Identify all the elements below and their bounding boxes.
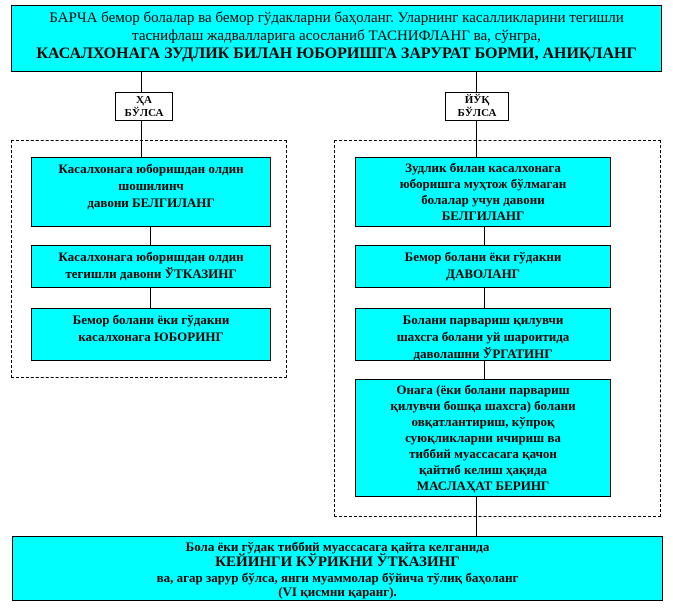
left-step-2: Касалхонага юборишдан олдин тегишли давони ЎТКАЗИНГ xyxy=(31,245,271,288)
bottom-line-1: Бола ёки гўдак тиббий муассасага қайта келганида xyxy=(185,539,490,554)
top-line-3: КАСАЛХОНАГА ЗУДЛИК БИЛАН ЮБОРИШГА ЗАРУРАТ БОРМИ, АНИҚЛАНГ xyxy=(36,45,637,62)
connector-top-right xyxy=(476,72,477,92)
bottom-line-2: КЕЙИНГИ КЎРИКНИ ЎТКАЗИНГ xyxy=(215,554,460,570)
right-step-3: Болани парвариш қилувчи шахсга болани уй шароитида даволашни ЎРГАТИНГ xyxy=(355,308,611,361)
left-step-1: Касалхонага юборишдан олдин шошилинч давони БЕЛГИЛАНГ xyxy=(31,157,271,227)
right-step-1: Зудлик билан касалхонага юборишга муҳтож бўлмаган болалар учун давони БЕЛГИЛАНГ xyxy=(355,157,611,227)
no-label: ЙЎҚ БЎЛСА xyxy=(445,92,509,121)
assess-classify-box xyxy=(11,5,662,72)
top-line-2: таснифлаш жадвалларига асосланиб ТАСНИФЛАНГ ва, сўнгра, xyxy=(132,28,541,44)
right-step-4: Онага (ёки болани парвариш қилувчи бошқа шахсга) болани овқатлантириш, кўпроқ суюқликларни ичириш ва тиббий муассасага қачон қайтиб келиш ҳақида МАСЛАҲАТ БЕРИНГ xyxy=(355,379,611,497)
bottom-line-4: (VI қисмни қаранг). xyxy=(278,584,397,599)
yes-label: ҲА БЎЛСА xyxy=(115,92,173,121)
top-line-1: БАРЧА бемор болалар ва бемор гўдакларни баҳоланг. Уларнинг касалликларини тегишли xyxy=(49,10,624,26)
bottom-line-3: ва, агар зарур бўлса, янги муаммолар бўйича тўлиқ баҳоланг xyxy=(156,570,519,585)
connector-top-left xyxy=(141,72,142,92)
left-step-3: Бемор болани ёки гўдакни касалхонага ЮБОРИНГ xyxy=(31,308,271,361)
right-step-2: Бемор болани ёки гўдакни ДАВОЛАНГ xyxy=(355,245,611,288)
follow-up-box xyxy=(12,536,663,601)
